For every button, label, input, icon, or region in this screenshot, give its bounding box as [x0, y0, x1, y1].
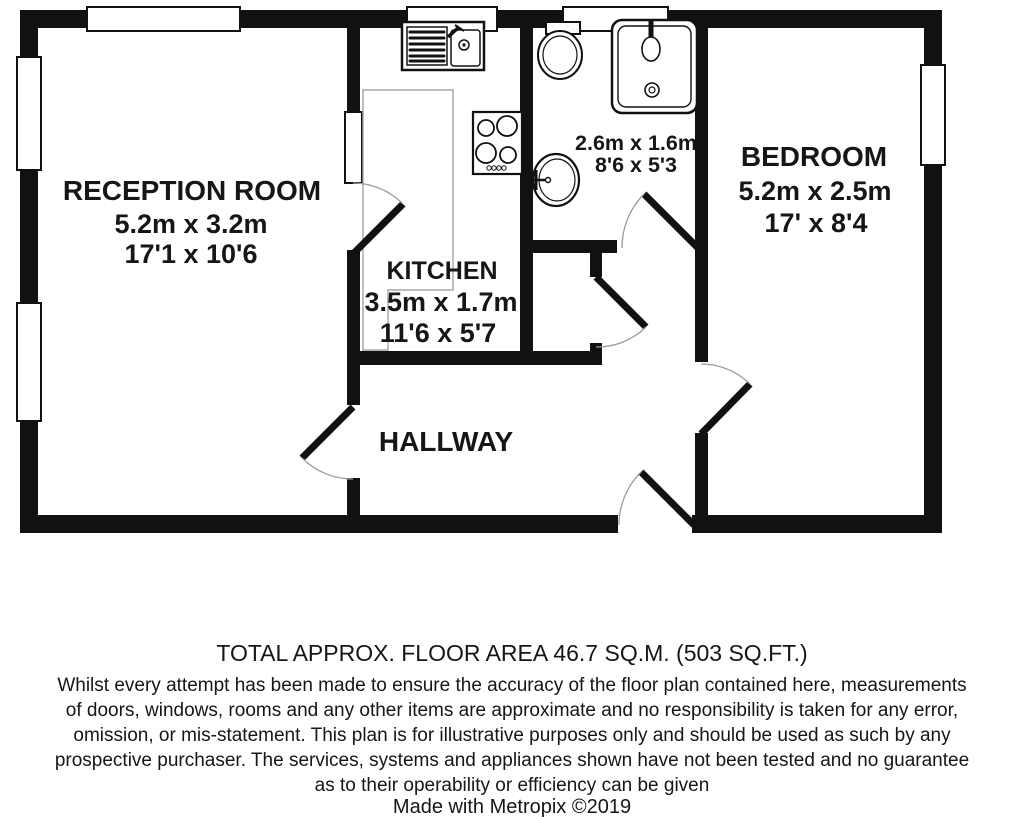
room-labels — [63, 131, 892, 457]
footer — [55, 640, 969, 818]
door-bathroom — [622, 194, 698, 248]
window-left-upper — [17, 57, 41, 170]
bedroom-name: BEDROOM — [740, 141, 888, 172]
toilet-icon — [538, 22, 582, 79]
disclaimer-line-3: omission, or mis-statement. This plan is for illustrative purposes only and should be used as such by any — [73, 725, 951, 746]
wall-bottom-east — [692, 515, 942, 533]
hob-icon — [473, 112, 522, 174]
bedroom-metric: 5.2m x 2.5m — [738, 176, 892, 206]
window-left-lower — [17, 303, 41, 421]
window-top-reception — [87, 7, 240, 31]
window-internal-kitchen — [345, 112, 362, 183]
wall-kitchen-bottom-endcap — [590, 343, 602, 353]
door-reception — [302, 407, 353, 479]
basin-icon — [533, 154, 579, 206]
reception-room-name: RECEPTION ROOM — [62, 175, 322, 206]
wall-reception-kitchen-lower — [347, 478, 360, 518]
reception-room-metric: 5.2m x 3.2m — [114, 209, 268, 239]
window-right-bedroom — [921, 65, 945, 165]
door-bedroom — [701, 364, 750, 434]
bath-icon — [612, 20, 697, 113]
wall-bathroom-bottom — [533, 240, 617, 253]
wall-bedroom-lower — [695, 433, 708, 518]
kitchen-metric: 3.5m x 1.7m — [364, 287, 518, 317]
disclaimer-line-2: of doors, windows, rooms and any other items are approximate and no responsibility is taken for any error, — [65, 700, 959, 721]
bathroom-metric: 2.6m x 1.6m — [575, 131, 697, 155]
wall-reception-kitchen-mid — [347, 250, 360, 405]
reception-room-imperial: 17'1 x 10'6 — [124, 239, 258, 269]
wall-cupboard-stub — [590, 253, 602, 277]
kitchen-imperial: 11'6 x 5'7 — [379, 318, 497, 348]
hallway-name: HALLWAY — [378, 426, 514, 457]
sink-icon — [402, 22, 484, 70]
wall-bottom-west — [20, 515, 618, 533]
disclaimer-line-4: prospective purchaser. The services, systems and appliances shown have not been tested and no guarantee — [54, 750, 970, 771]
bedroom-imperial: 17' x 8'4 — [764, 208, 868, 238]
wall-kitchen-bathroom — [520, 24, 533, 365]
door-cupboard — [596, 277, 646, 347]
disclaimer-line-1: Whilst every attempt has been made to ensure the accuracy of the floor plan contained here, measurements — [57, 675, 967, 696]
floor-area-title: TOTAL APPROX. FLOOR AREA 46.7 SQ.M. (503 SQ.FT.) — [216, 640, 808, 666]
kitchen-name: KITCHEN — [386, 257, 498, 285]
door-front — [619, 472, 694, 525]
door-kitchen — [353, 183, 403, 254]
wall-kitchen-bottom — [347, 351, 602, 365]
disclaimer-line-5: as to their operability or efficiency can be given — [314, 775, 710, 796]
wall-reception-kitchen-upper — [347, 24, 360, 112]
metropix-credit: Made with Metropix ©2019 — [392, 796, 632, 818]
bathroom-imperial: 8'6 x 5'3 — [595, 153, 677, 177]
